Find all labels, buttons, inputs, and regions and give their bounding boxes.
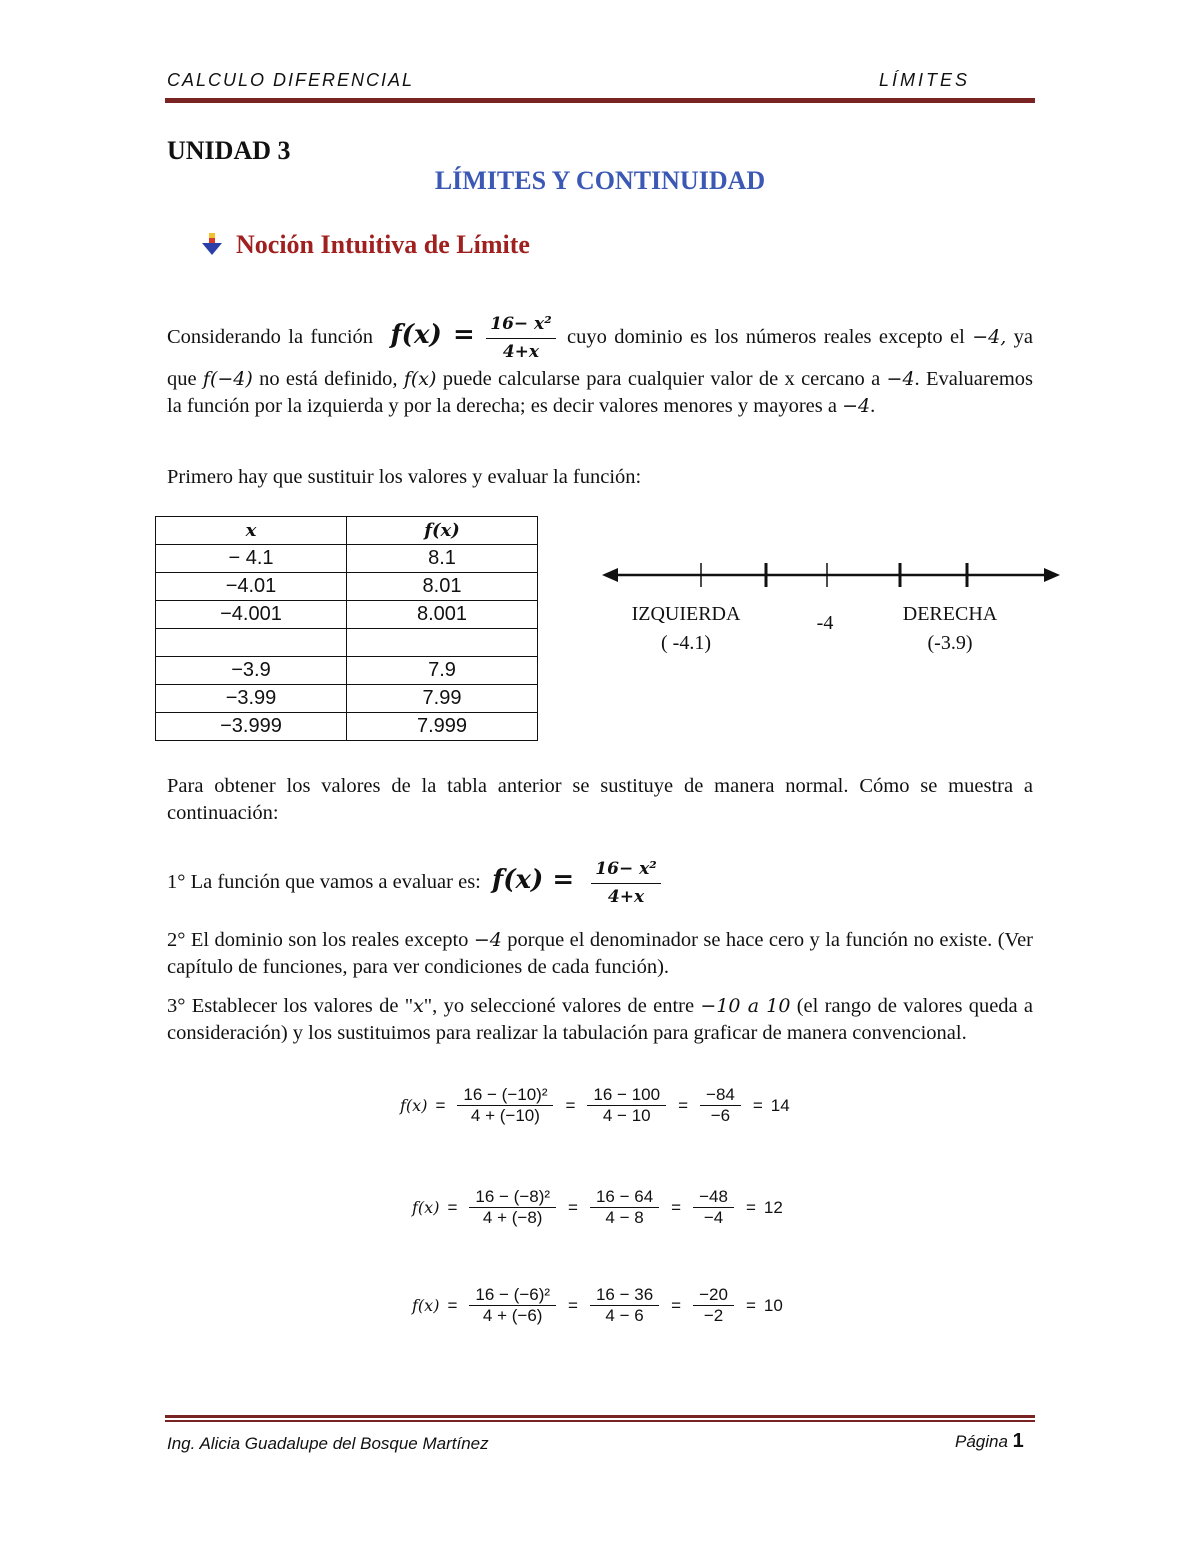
value-neg4-c: −4	[842, 395, 871, 417]
table-cell-fx: 8.1	[347, 545, 538, 573]
table-cell-fx: 7.99	[347, 685, 538, 713]
table-row	[156, 685, 538, 713]
value-neg4: −4,	[972, 326, 1007, 349]
table-row	[156, 657, 538, 685]
calc-denominator: 4 − 8	[605, 1208, 644, 1227]
calc-numerator: −48	[693, 1187, 734, 1208]
table-cell-x	[156, 629, 347, 657]
calc-denominator: 4 + (−8)	[482, 1208, 543, 1227]
calc-denominator: 4 − 6	[605, 1306, 644, 1325]
header-topic: LÍMITES	[879, 70, 971, 90]
intro-text-f: . Evaluaremos la función por la izquierda y por la derecha; es decir valores menores y mayores a	[167, 368, 1033, 417]
header-course-title: CALCULO DIFERENCIAL	[167, 70, 415, 90]
header-rule	[165, 98, 1035, 103]
fraction-numerator: 16− x²	[486, 311, 555, 339]
section-heading: Noción Intuitiva de Límite	[236, 230, 530, 259]
step-3-text-c: (el rango de valores queda a consideración) y los sustituimos para realizar la tabulación para graficar de manera convencional.	[167, 995, 1034, 1044]
step-2-value: −4	[473, 929, 502, 951]
footer-rule-bottom	[165, 1420, 1035, 1422]
intro-text-d: no está definido,	[259, 368, 398, 390]
intro-text-g: .	[870, 395, 876, 417]
calc-result: 12	[763, 1197, 783, 1217]
function-fraction	[486, 311, 555, 366]
calculation-row: f(x) = $\frac{\text{16 − (−6)²}}{4 + (-6)}$ = $\frac{16 - 36}{4 - 6}$ = $\frac{-20}{-2}$ = 10	[412, 1285, 783, 1325]
step-3	[167, 993, 1033, 1047]
table-cell-x: −3.99	[156, 685, 347, 713]
table-cell-fx: 7.9	[347, 657, 538, 685]
table-header-fx: f(x)	[347, 517, 538, 545]
calc-numerator: 16 − (−10)²	[457, 1085, 553, 1106]
page-label: Página	[955, 1432, 1008, 1451]
intro-text-e: puede calcularse para cualquier valor de x cercano a	[442, 368, 881, 390]
calc-result: 14	[770, 1095, 790, 1115]
step-2-text-b: porque el denominador se hace cero y la función no existe. (Ver capítulo de funciones, para ver condiciones de cada función).	[167, 929, 1033, 978]
table-row	[156, 545, 538, 573]
calc-fx: f(x)	[412, 1296, 440, 1315]
calculation-row: f(x) = $\frac{\text{16 − (−10)²}}{4 + (-10)}$ = $\frac{16 - 100}{4 - 10}$ = $\frac{-84}{-6}$ = 14	[400, 1085, 790, 1125]
table-cell-x: −4.01	[156, 573, 347, 601]
function-label: f(x) =	[390, 320, 475, 351]
calc-result: 10	[763, 1295, 783, 1315]
values-table	[155, 516, 538, 741]
table-cell-fx: 7.999	[347, 713, 538, 741]
calc-numerator: −84	[700, 1085, 741, 1106]
table-cell-fx	[347, 629, 538, 657]
step-2	[167, 927, 1033, 981]
explanation-paragraph: Para obtener los valores de la tabla anterior se sustituye de manera normal. Cómo se muestra a continuación:	[167, 775, 1033, 824]
table-header-x: x	[156, 517, 347, 545]
table-cell-x: −3.9	[156, 657, 347, 685]
left-label: IZQUIERDA	[631, 603, 741, 625]
number-line	[600, 560, 1065, 600]
table-cell-x: −3.999	[156, 713, 347, 741]
calc-numerator: 16 − 64	[590, 1187, 659, 1208]
right-label: DERECHA	[902, 603, 998, 625]
calc-numerator: 16 − (−6)²	[469, 1285, 556, 1306]
intro-paragraph	[167, 311, 1033, 420]
table-header-row	[156, 517, 538, 545]
table-row	[156, 713, 538, 741]
footer-page	[955, 1430, 1024, 1453]
f-of-neg4: f(−4)	[202, 368, 253, 390]
page-number: 1	[1012, 1430, 1024, 1452]
table-cell-x: − 4.1	[156, 545, 347, 573]
table-cell-fx: 8.01	[347, 573, 538, 601]
arrow-right-icon	[1044, 568, 1060, 582]
step-1-fraction	[591, 856, 660, 911]
step-3-text-a: 3° Establecer los valores de "	[167, 995, 414, 1017]
center-label: -4	[816, 612, 834, 634]
calc-denominator: −6	[710, 1106, 731, 1125]
step-1-text: 1° La función que vamos a evaluar es:	[167, 871, 481, 894]
value-neg4-b: −4	[886, 368, 915, 390]
calc-denominator: 4 − 10	[602, 1106, 651, 1125]
unit-heading: UNIDAD 3	[167, 136, 291, 165]
table-cell-fx: 8.001	[347, 601, 538, 629]
table-row	[156, 629, 538, 657]
table-row	[156, 601, 538, 629]
arrow-down-bullet-icon	[201, 232, 223, 256]
table-cell-x: −4.001	[156, 601, 347, 629]
step-3-variable: x	[413, 995, 424, 1017]
step-3-range: −10 a 10	[700, 995, 791, 1017]
calc-numerator: 16 − 100	[587, 1085, 666, 1106]
calculation-row: f(x) = $\frac{\text{16 − (−8)²}}{4 + (-8)}$ = $\frac{16 - 64}{4 - 8}$ = $\frac{-48}{-4}$ = 12	[412, 1187, 783, 1227]
calc-fx: f(x)	[400, 1096, 428, 1115]
table-row	[156, 573, 538, 601]
fraction-denominator: 4+x	[607, 887, 645, 907]
intro-text-a: Considerando la función	[167, 326, 374, 349]
calc-numerator: −20	[693, 1285, 734, 1306]
right-value: (-3.9)	[927, 632, 973, 654]
intro-text-c: ya que	[167, 326, 1034, 390]
calc-numerator: 16 − (−8)²	[469, 1187, 556, 1208]
fraction-denominator: 4+x	[502, 342, 540, 362]
calc-denominator: 4 + (−6)	[482, 1306, 543, 1325]
arrow-left-icon	[602, 568, 618, 582]
step-1-function-label: f(x) =	[492, 865, 575, 896]
calc-denominator: −2	[703, 1306, 724, 1325]
fraction-numerator: 16− x²	[591, 856, 660, 884]
page-title: LÍMITES Y CONTINUIDAD	[434, 166, 766, 195]
calc-denominator: −4	[703, 1208, 724, 1227]
calc-numerator: 16 − 36	[590, 1285, 659, 1306]
step-3-text-b: ", yo seleccioné valores de entre	[423, 995, 695, 1017]
footer-author: Ing. Alicia Guadalupe del Bosque Martínez	[167, 1434, 489, 1453]
left-value: ( -4.1)	[661, 632, 711, 654]
calc-denominator: 4 + (−10)	[470, 1106, 540, 1125]
instruction-paragraph: Primero hay que sustituir los valores y evaluar la función:	[167, 466, 642, 488]
step-1	[167, 856, 1033, 911]
calc-fx: f(x)	[412, 1198, 440, 1217]
intro-text-b: cuyo dominio es los números reales excepto el	[567, 326, 965, 349]
f-of-x: f(x)	[403, 368, 437, 390]
footer-rule-top	[165, 1415, 1035, 1418]
step-2-text-a: 2° El dominio son los reales excepto	[167, 929, 469, 951]
